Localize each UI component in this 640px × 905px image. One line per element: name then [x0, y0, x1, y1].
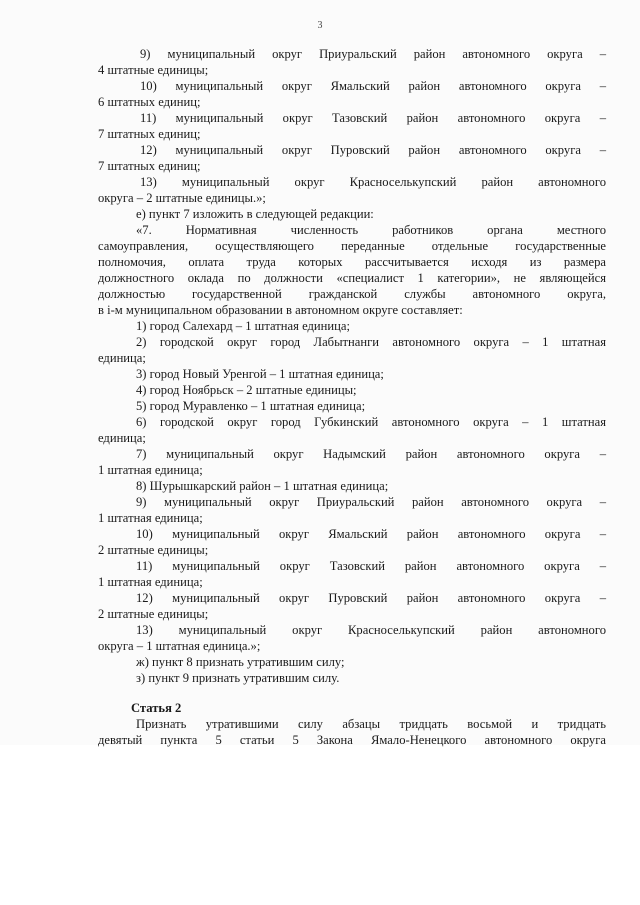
text-line: 2 штатные единицы;	[98, 607, 209, 621]
text-line: 10) муниципальный округ Ямальский район автономного округа –	[140, 79, 606, 93]
text-line: округа – 2 штатные единицы.»;	[98, 191, 266, 205]
text-line: 12) муниципальный округ Пуровский район автономного округа –	[140, 143, 606, 157]
text-line: 1 штатная единица;	[98, 511, 203, 525]
text-line: 9) муниципальный округ Приуральский район автономного округа –	[136, 495, 606, 509]
text-line: единица;	[98, 351, 146, 365]
text-line: 8) Шурышкарский район – 1 штатная единица;	[136, 479, 389, 493]
article-text-line: Признать утратившими силу абзацы тридцать восьмой и тридцать	[136, 717, 606, 731]
text-line: 12) муниципальный округ Пуровский район автономного округа –	[136, 591, 606, 605]
text-line: 11) муниципальный округ Тазовский район автономного округа –	[136, 559, 606, 573]
article-text-line: девятый пункта 5 статьи 5 Закона Ямало-Ненецкого автономного округа	[98, 733, 606, 747]
text-line: 4) город Ноябрьск – 2 штатные единицы;	[136, 383, 357, 397]
text-line: з) пункт 9 признать утратившим силу.	[136, 671, 340, 685]
text-line: 7) муниципальный округ Надымский район автономного округа –	[136, 447, 606, 461]
amendment-list	[98, 46, 606, 686]
text-line: ж) пункт 8 признать утратившим силу;	[136, 655, 345, 669]
text-line: 1) город Салехард – 1 штатная единица;	[136, 319, 350, 333]
text-line: самоуправления, осуществляющего переданные отдельные государственные	[98, 239, 606, 253]
text-line: 6 штатных единиц;	[98, 95, 201, 109]
text-line: е) пункт 7 изложить в следующей редакции:	[136, 207, 374, 221]
text-line: 3) город Новый Уренгой – 1 штатная единица;	[136, 367, 384, 381]
text-line: должностью государственной гражданской службы автономного округа,	[98, 287, 606, 301]
text-line: округа – 1 штатная единица.»;	[98, 639, 261, 653]
text-line: 5) город Муравленко – 1 штатная единица;	[136, 399, 366, 413]
text-line: 13) муниципальный округ Красноселькупский район автономного	[136, 623, 606, 637]
page-number: 3	[317, 20, 323, 31]
text-line: 7 штатных единиц;	[98, 127, 201, 141]
text-line: «7. Нормативная численность работников органа местного	[136, 223, 606, 237]
text-line: 2 штатные единицы;	[98, 543, 209, 557]
text-line: 6) городской округ город Губкинский автономного округа – 1 штатная	[136, 415, 606, 429]
document-body	[98, 46, 606, 748]
text-line: в i-м муниципальном образовании в автономном округе составляет:	[98, 303, 463, 317]
text-line: 2) городской округ город Лабытнанги автономного округа – 1 штатная	[136, 335, 606, 349]
text-line: 4 штатные единицы;	[98, 63, 209, 77]
text-line: 1 штатная единица;	[98, 575, 203, 589]
text-line: 7 штатных единиц;	[98, 159, 201, 173]
text-line: 13) муниципальный округ Красноселькупский район автономного	[140, 175, 606, 189]
text-line: единица;	[98, 431, 146, 445]
text-line: должностного оклада по должности «специалист 1 категории», не являющейся	[98, 271, 606, 285]
text-line: 10) муниципальный округ Ямальский район автономного округа –	[136, 527, 606, 541]
text-line: 1 штатная единица;	[98, 463, 203, 477]
article-heading: Статья 2	[131, 701, 182, 715]
text-line: полномочия, оплата труда которых рассчитывается исходя из размера	[98, 255, 606, 269]
text-line: 11) муниципальный округ Тазовский район автономного округа –	[140, 111, 606, 125]
text-line: 9) муниципальный округ Приуральский район автономного округа –	[140, 47, 606, 61]
blank-page-margin	[0, 745, 640, 905]
